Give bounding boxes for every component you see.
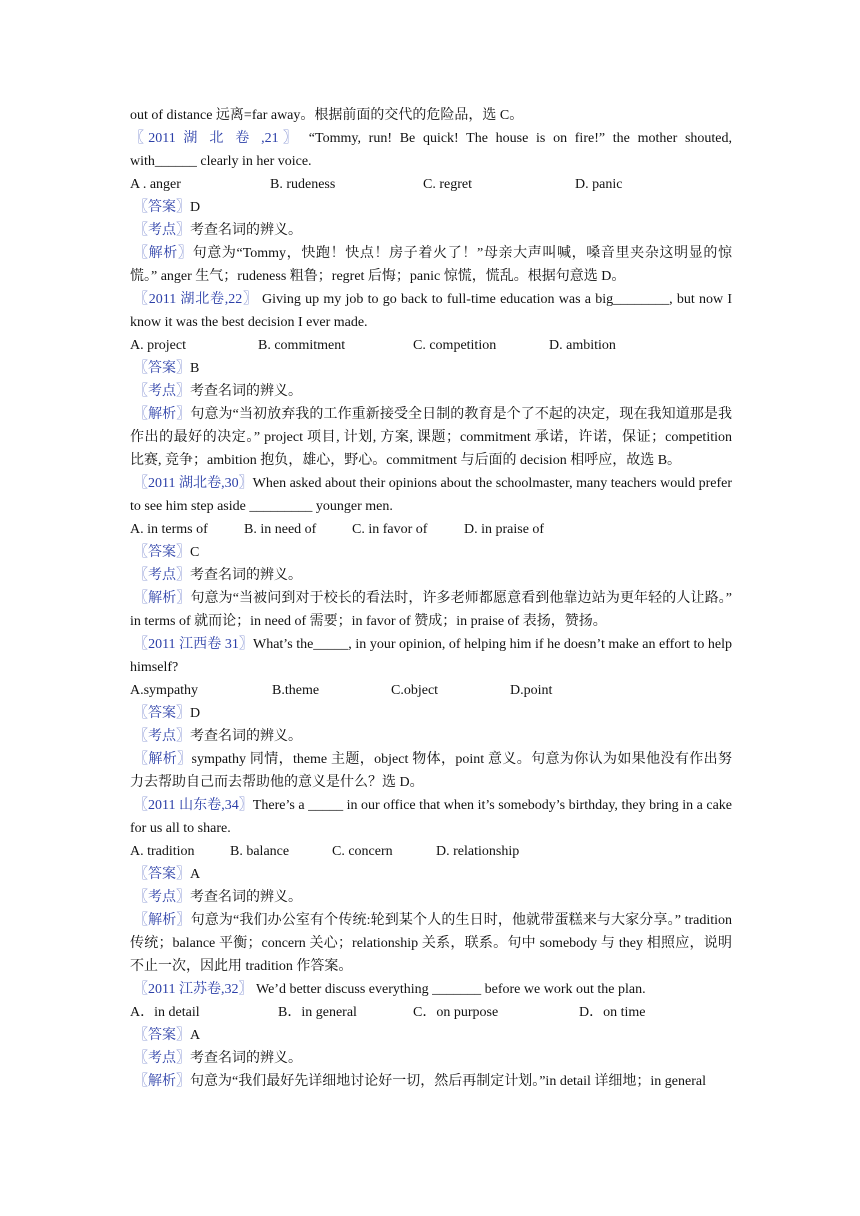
point-text: 考查名词的辨义。 bbox=[190, 1051, 302, 1066]
question-stem: 〖2011 山东卷,34〗There’s a _____ in our office that when it’s somebody’s birthday, they bring in a cake for us all to share. bbox=[130, 798, 733, 836]
question-stem: 〖2011 湖北卷,30〗When asked about their opinions about the schoolmaster, many teachers would prefer to see him step aside _________ younger men. bbox=[130, 476, 733, 514]
answer-label: 答案 bbox=[148, 200, 176, 215]
point-line: 〖考点〗考查名词的辨义。 bbox=[134, 890, 302, 905]
analysis-line: 〖解析〗句意为“当初放弃我的工作重新接受全日制的教育是个了不起的决定，现在我知道那是我作出的最好的决定。” project 项目, 计划, 方案, 课题；commitment 承诺，许诺，保证；competition 比赛, 竞争；ambition 抱负，雄心，野心。commitment 与后面的 decision 相呼应，故选 B。 bbox=[130, 407, 733, 468]
option-c: C. concern bbox=[332, 844, 393, 859]
point-line: 〖考点〗考查名词的辨义。 bbox=[134, 568, 302, 583]
point-label: 考点 bbox=[148, 384, 176, 399]
analysis-line: 〖解析〗句意为“我们办公室有个传统:轮到某个人的生日时，他就带蛋糕来与大家分享。” tradition 传统；balance 平衡；concern 关心；relationship 关系，联系。句中 somebody 与 they 相照应，说明不止一次，因此用 tradition 作答案。 bbox=[130, 913, 733, 974]
point-text: 考查名词的辨义。 bbox=[190, 568, 302, 583]
analysis-text: 句意为“Tommy，快跑！快点！房子着火了！”母亲大声叫喊，嗓音里夹杂这明显的惊慌。” anger 生气；rudeness 粗鲁；regret 后悔；panic 惊慌，慌乱。根据句意选 D。 bbox=[130, 246, 733, 284]
answer-line: 〖答案〗D bbox=[134, 706, 201, 721]
point-label: 考点 bbox=[148, 890, 176, 905]
option-a: A．in detail bbox=[130, 1005, 200, 1020]
option-b: B．in general bbox=[278, 1005, 357, 1020]
question-stem: 〖2011 江西卷 31〗What’s the_____, in your opinion, of helping him if he doesn’t make an effort to help himself? bbox=[130, 637, 733, 675]
answer-line: 〖答案〗D bbox=[134, 200, 201, 215]
analysis-label: 解析 bbox=[148, 591, 177, 606]
answer-line: 〖答案〗B bbox=[134, 361, 200, 376]
option-b: B. in need of bbox=[244, 522, 317, 537]
answer-value: A bbox=[190, 1028, 201, 1043]
options bbox=[130, 518, 732, 541]
point-label: 考点 bbox=[148, 568, 176, 583]
option-a: A. project bbox=[130, 338, 186, 353]
option-b: B. rudeness bbox=[270, 177, 336, 192]
answer-value: C bbox=[190, 545, 200, 560]
question-stem: 〖2011 湖北卷,22〗 Giving up my job to go back to full-time education was a big________, but now I know it was the best decision I ever made. bbox=[130, 292, 733, 330]
analysis-label: 解析 bbox=[148, 1074, 176, 1089]
answer-label: 答案 bbox=[148, 545, 176, 560]
option-b: B. balance bbox=[230, 844, 290, 859]
options bbox=[130, 173, 732, 196]
analysis-line: 〖解析〗句意为“Tommy，快跑！快点！房子着火了！”母亲大声叫喊，嗓音里夹杂这明显的惊慌。” anger 生气；rudeness 粗鲁；regret 后悔；panic 惊慌，慌乱。根据句意选 D。 bbox=[130, 246, 733, 284]
intro-line: out of distance 远离=far away。根据前面的交代的危险品，选 C。 bbox=[130, 108, 524, 123]
options bbox=[130, 334, 732, 357]
point-text: 考查名词的辨义。 bbox=[190, 729, 302, 744]
source-tag: 〖2011 湖 北 卷 ,21〗 bbox=[130, 131, 302, 146]
analysis-text: 句意为“当初放弃我的工作重新接受全日制的教育是个了不起的决定，现在我知道那是我作出的最好的决定。” project 项目, 计划, 方案, 课题；commitment 承诺，许诺，保证；competition 比赛, 竞争；ambition 抱负，雄心，野心。commitment 与后面的 decision 相呼应，故选 B。 bbox=[130, 407, 733, 468]
analysis-text: 句意为“我们办公室有个传统:轮到某个人的生日时，他就带蛋糕来与大家分享。” tradition 传统；balance 平衡；concern 关心；relationship 关系，联系。句中 somebody 与 they 相照应，说明不止一次，因此用 tradition 作答案。 bbox=[130, 913, 733, 974]
options bbox=[130, 1001, 732, 1024]
analysis-label: 解析 bbox=[148, 752, 178, 767]
analysis-line: 〖解析〗sympathy 同情，theme 主题，object 物体，point 意义。句意为你认为如果他没有作出努力去帮助自己而去帮助他的意义是什么？选 D。 bbox=[130, 752, 732, 790]
question-stem: 〖2011 湖 北 卷 ,21〗 “Tommy, run! Be quick! The house is on fire!” the mother shouted, bbox=[130, 131, 733, 146]
option-c: C.object bbox=[391, 683, 439, 698]
question-1 bbox=[130, 127, 732, 288]
question-5 bbox=[130, 794, 732, 978]
option-d: D. ambition bbox=[549, 338, 616, 353]
analysis-line: 〖解析〗句意为“我们最好先详细地讨论好一切，然后再制定计划。”in detail 详细地；in general bbox=[134, 1074, 706, 1089]
option-d: D. in praise of bbox=[464, 522, 545, 537]
answer-label: 答案 bbox=[148, 867, 176, 882]
question-stem: 〖2011 江苏卷,32〗 We’d better discuss everything _______ before we work out the plan. bbox=[134, 982, 646, 997]
options bbox=[130, 840, 732, 863]
point-text: 考查名词的辨义。 bbox=[190, 384, 302, 399]
answer-label: 答案 bbox=[148, 1028, 176, 1043]
question-2 bbox=[130, 288, 732, 472]
point-text: 考查名词的辨义。 bbox=[190, 223, 302, 238]
option-d: D.point bbox=[510, 683, 553, 698]
point-line: 〖考点〗考查名词的辨义。 bbox=[134, 384, 302, 399]
option-a: A.sympathy bbox=[130, 683, 199, 698]
point-line: 〖考点〗考查名词的辨义。 bbox=[134, 729, 302, 744]
option-d: D．on time bbox=[579, 1005, 646, 1020]
answer-value: D bbox=[190, 706, 201, 721]
option-a: A. in terms of bbox=[130, 522, 208, 537]
question-6 bbox=[130, 978, 732, 1093]
point-label: 考点 bbox=[148, 223, 176, 238]
answer-line: 〖答案〗A bbox=[134, 1028, 201, 1043]
analysis-text: 句意为“我们最好先详细地讨论好一切，然后再制定计划。”in detail 详细地；in general bbox=[190, 1074, 706, 1089]
analysis-label: 解析 bbox=[148, 407, 177, 422]
analysis-text: 句意为“当被问到对于校长的看法时，许多老师都愿意看到他靠边站为更年轻的人让路。” in terms of 就而论；in need of 需要；in favor of 赞成；in praise of 表扬，赞扬。 bbox=[130, 591, 733, 629]
question-4 bbox=[130, 633, 732, 794]
answer-label: 答案 bbox=[148, 361, 176, 376]
option-b: B. commitment bbox=[258, 338, 346, 353]
option-a: A . anger bbox=[130, 177, 181, 192]
point-line: 〖考点〗考查名词的辨义。 bbox=[134, 223, 302, 238]
option-c: C．on purpose bbox=[413, 1005, 499, 1020]
point-line: 〖考点〗考查名词的辨义。 bbox=[134, 1051, 302, 1066]
option-c: C. competition bbox=[413, 338, 497, 353]
answer-value: D bbox=[190, 200, 201, 215]
options bbox=[130, 679, 732, 702]
option-d: D. panic bbox=[575, 177, 623, 192]
option-b: B.theme bbox=[272, 683, 320, 698]
answer-value: B bbox=[190, 361, 200, 376]
analysis-label: 解析 bbox=[148, 246, 178, 261]
answer-line: 〖答案〗C bbox=[134, 545, 200, 560]
analysis-line: 〖解析〗句意为“当被问到对于校长的看法时，许多老师都愿意看到他靠边站为更年轻的人让路。” in terms of 就而论；in need of 需要；in favor of 赞成；in praise of 表扬，赞扬。 bbox=[130, 591, 733, 629]
answer-value: A bbox=[190, 867, 201, 882]
answer-line: 〖答案〗A bbox=[134, 867, 201, 882]
analysis-label: 解析 bbox=[148, 913, 177, 928]
analysis-text: sympathy 同情，theme 主题，object 物体，point 意义。句意为你认为如果他没有作出努力去帮助自己而去帮助他的意义是什么？选 D。 bbox=[130, 752, 732, 790]
question-stem-cont: with______ clearly in her voice. bbox=[130, 154, 312, 169]
point-label: 考点 bbox=[148, 1051, 176, 1066]
point-label: 考点 bbox=[148, 729, 176, 744]
question-3 bbox=[130, 472, 732, 633]
option-d: D. relationship bbox=[436, 844, 520, 859]
option-c: C. regret bbox=[423, 177, 472, 192]
option-a: A. tradition bbox=[130, 844, 195, 859]
answer-label: 答案 bbox=[148, 706, 176, 721]
point-text: 考查名词的辨义。 bbox=[190, 890, 302, 905]
option-c: C. in favor of bbox=[352, 522, 428, 537]
